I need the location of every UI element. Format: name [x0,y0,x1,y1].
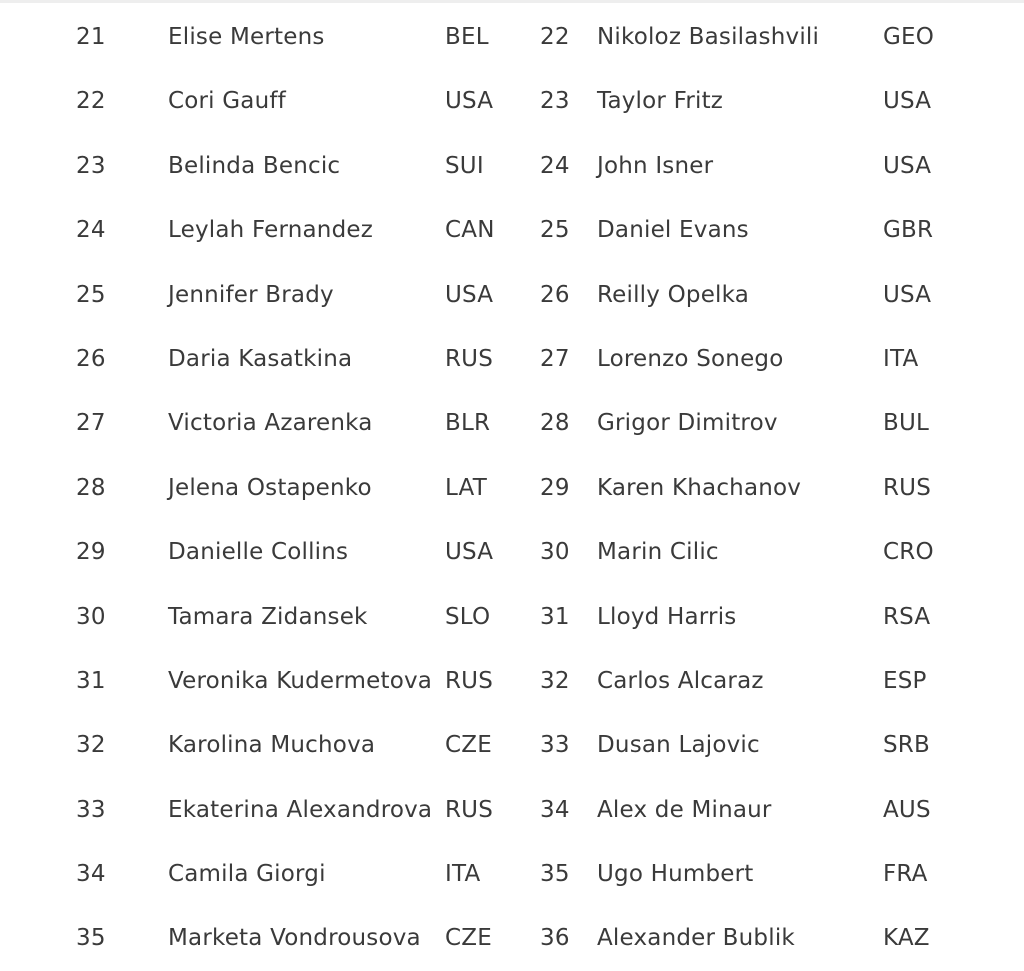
men-rank: 31 [540,603,570,630]
men-rank: 26 [540,281,570,308]
women-player-name: Cori Gauff [168,88,286,115]
women-rank: 32 [76,732,106,759]
men-country-code: USA [883,88,932,115]
men-country-code: FRA [883,861,928,888]
table-row [0,906,1024,970]
women-country-code: USA [445,281,494,308]
men-player-name: Reilly Opelka [597,281,750,308]
men-rank: 25 [540,217,570,244]
women-player-name: Elise Mertens [168,24,325,50]
men-country-code: KAZ [883,925,930,952]
table-row [0,69,1024,133]
women-country-code: BEL [445,24,489,50]
women-rank: 24 [76,217,106,244]
women-country-code: SLO [445,603,491,630]
women-country-code: USA [445,539,494,566]
women-player-name: Ekaterina Alexandrova [168,796,433,823]
women-rank: 35 [76,925,106,952]
men-player-name: Grigor Dimitrov [597,410,778,437]
table-row [0,391,1024,455]
women-player-name: Karolina Muchova [168,732,376,759]
women-rank: 31 [76,667,106,694]
men-player-name: Alex de Minaur [597,796,772,823]
men-player-name: Karen Khachanov [597,474,802,501]
women-player-name: Danielle Collins [168,539,349,566]
women-player-name: Victoria Azarenka [168,410,373,437]
table-row [0,456,1024,520]
men-country-code: RUS [883,474,932,501]
men-rank: 34 [540,796,570,823]
women-country-code: ITA [445,861,481,888]
women-rank: 29 [76,539,106,566]
men-country-code: USA [883,281,932,308]
women-country-code: LAT [445,474,487,501]
women-player-name: Jelena Ostapenko [168,474,372,501]
rankings-table [0,5,1024,971]
women-country-code: CAN [445,217,495,244]
women-country-code: BLR [445,410,491,437]
women-player-name: Daria Kasatkina [168,345,353,372]
women-player-name: Jennifer Brady [168,281,334,308]
women-rank: 33 [76,796,106,823]
women-player-name: Belinda Bencic [168,152,341,179]
women-player-name: Tamara Zidansek [168,603,368,630]
men-country-code: CRO [883,539,934,566]
table-row [0,713,1024,777]
men-country-code: GBR [883,217,934,244]
table-row [0,778,1024,842]
men-country-code: BUL [883,410,930,437]
men-player-name: Lorenzo Sonego [597,345,784,372]
men-rank: 27 [540,345,570,372]
men-player-name: Carlos Alcaraz [597,667,764,694]
women-rank: 22 [76,88,106,115]
women-rank: 21 [76,24,106,50]
men-country-code: RSA [883,603,931,630]
men-rank: 30 [540,539,570,566]
men-player-name: Taylor Fritz [597,88,724,115]
men-country-code: ESP [883,667,927,694]
men-country-code: AUS [883,796,931,823]
men-rank: 36 [540,925,570,952]
women-player-name: Camila Giorgi [168,861,326,888]
table-row [0,842,1024,906]
men-country-code: GEO [883,24,935,50]
table-row [0,198,1024,262]
men-rank: 32 [540,667,570,694]
men-rank: 29 [540,474,570,501]
table-row [0,134,1024,198]
women-rank: 23 [76,152,106,179]
men-player-name: Daniel Evans [597,217,749,244]
women-country-code: USA [445,88,494,115]
women-player-name: Marketa Vondrousova [168,925,421,952]
women-country-code: CZE [445,732,492,759]
men-rank: 35 [540,861,570,888]
men-rank: 24 [540,152,570,179]
men-country-code: USA [883,152,932,179]
women-rank: 28 [76,474,106,501]
men-player-name: John Isner [597,152,714,179]
women-country-code: RUS [445,796,494,823]
women-country-code: RUS [445,345,494,372]
women-rank: 34 [76,861,106,888]
women-rank: 27 [76,410,106,437]
women-country-code: RUS [445,667,494,694]
table-row [0,585,1024,649]
women-rank: 26 [76,345,106,372]
women-player-name: Leylah Fernandez [168,217,373,244]
men-rank: 33 [540,732,570,759]
women-rank: 30 [76,603,106,630]
men-player-name: Alexander Bublik [597,925,795,952]
men-rank: 22 [540,24,570,50]
men-player-name: Marin Cilic [597,539,719,566]
men-rank: 28 [540,410,570,437]
men-player-name: Dusan Lajovic [597,732,760,759]
men-player-name: Ugo Humbert [597,861,754,888]
women-rank: 25 [76,281,106,308]
men-country-code: ITA [883,345,919,372]
table-row [0,263,1024,327]
women-country-code: SUI [445,152,484,179]
table-row [0,327,1024,391]
men-rank: 23 [540,88,570,115]
women-country-code: CZE [445,925,492,952]
men-player-name: Nikoloz Basilashvili [597,24,820,50]
table-row [0,520,1024,584]
men-player-name: Lloyd Harris [597,603,737,630]
men-country-code: SRB [883,732,930,759]
table-row [0,5,1024,69]
women-player-name: Veronika Kudermetova [168,667,433,694]
top-divider [0,0,1024,3]
table-row [0,649,1024,713]
